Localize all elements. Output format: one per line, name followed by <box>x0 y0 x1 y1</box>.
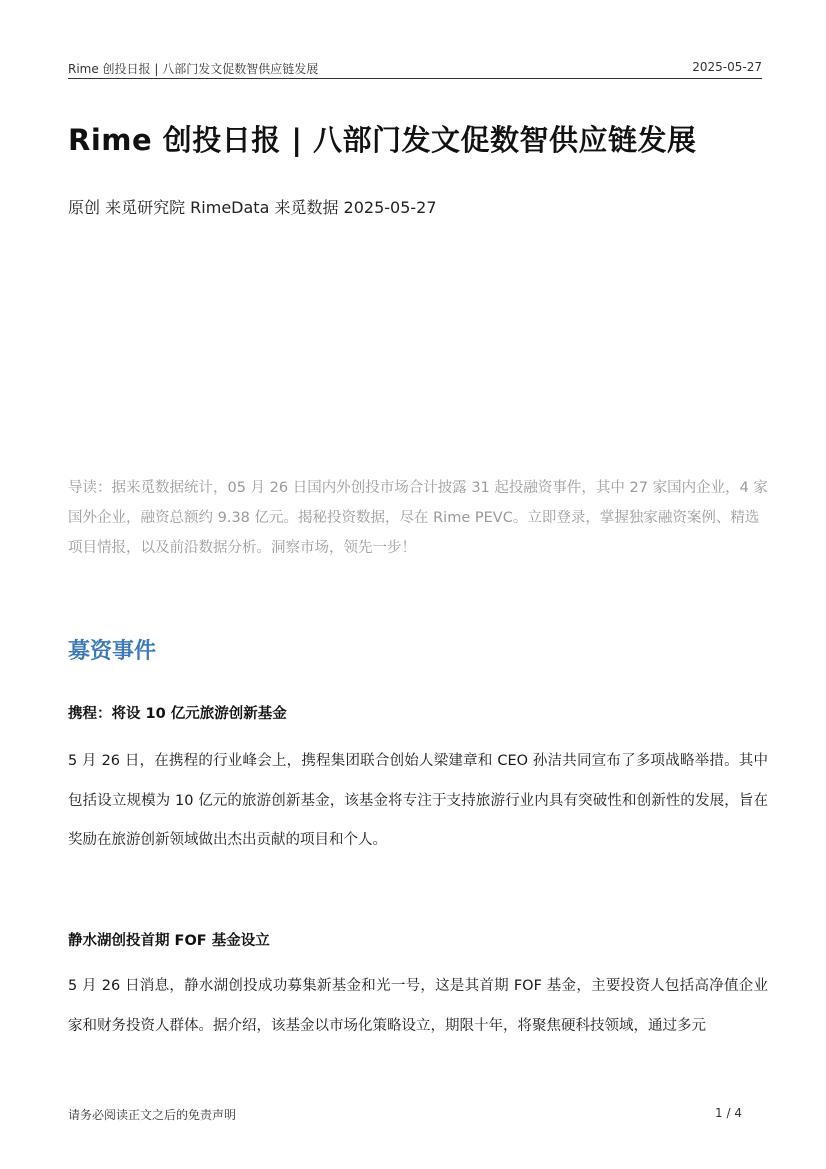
article-title: Rime 创投日报 | 八部门发文促数智供应链发展 <box>68 123 697 157</box>
section-heading: 募资事件 <box>68 639 157 664</box>
header-title: Rime 创投日报 | 八部门发文促数智供应链发展 <box>68 62 319 76</box>
news-item-title: 携程：将设 10 亿元旅游创新基金 <box>68 706 287 722</box>
article-intro: 导读：据来觅数据统计，05 月 26 日国内外创投市场合计披露 31 起投融资事件，其中 27 家国内企业，4 家国外企业，融资总额约 9.38 亿元。揭秘投资数据，尽在 Rime PEVC。立即登录，掌握独家融资案例、精选项目情报，以及前沿数据分析。洞察市场，领先一步！ <box>68 480 768 556</box>
page-number: 1 / 4 <box>715 1106 742 1120</box>
header-date: 2025-05-27 <box>692 60 762 74</box>
news-item-body: 5 月 26 日消息，静水湖创投成功募集新基金和光一号，这是其首期 FOF 基金，主要投资人包括高净值企业家和财务投资人群体。据介绍，该基金以市场化策略设立，期限十年，将聚焦硬科技领域，通过多元 <box>68 978 768 1034</box>
news-item-title: 静水湖创投首期 FOF 基金设立 <box>68 933 270 949</box>
news-item-body: 5 月 26 日，在携程的行业峰会上，携程集团联合创始人梁建章和 CEO 孙洁共同宣布了多项战略举措。其中包括设立规模为 10 亿元的旅游创新基金，该基金将专注于支持旅游行业内具有突破性和创新性的发展，旨在奖励在旅游创新领域做出杰出贡献的项目和个人。 <box>68 753 768 848</box>
running-header <box>68 60 762 79</box>
footer-disclaimer: 请务必阅读正文之后的免责声明 <box>68 1108 237 1122</box>
article-byline: 原创 来觅研究院 RimeData 来觅数据 2025-05-27 <box>68 198 437 217</box>
